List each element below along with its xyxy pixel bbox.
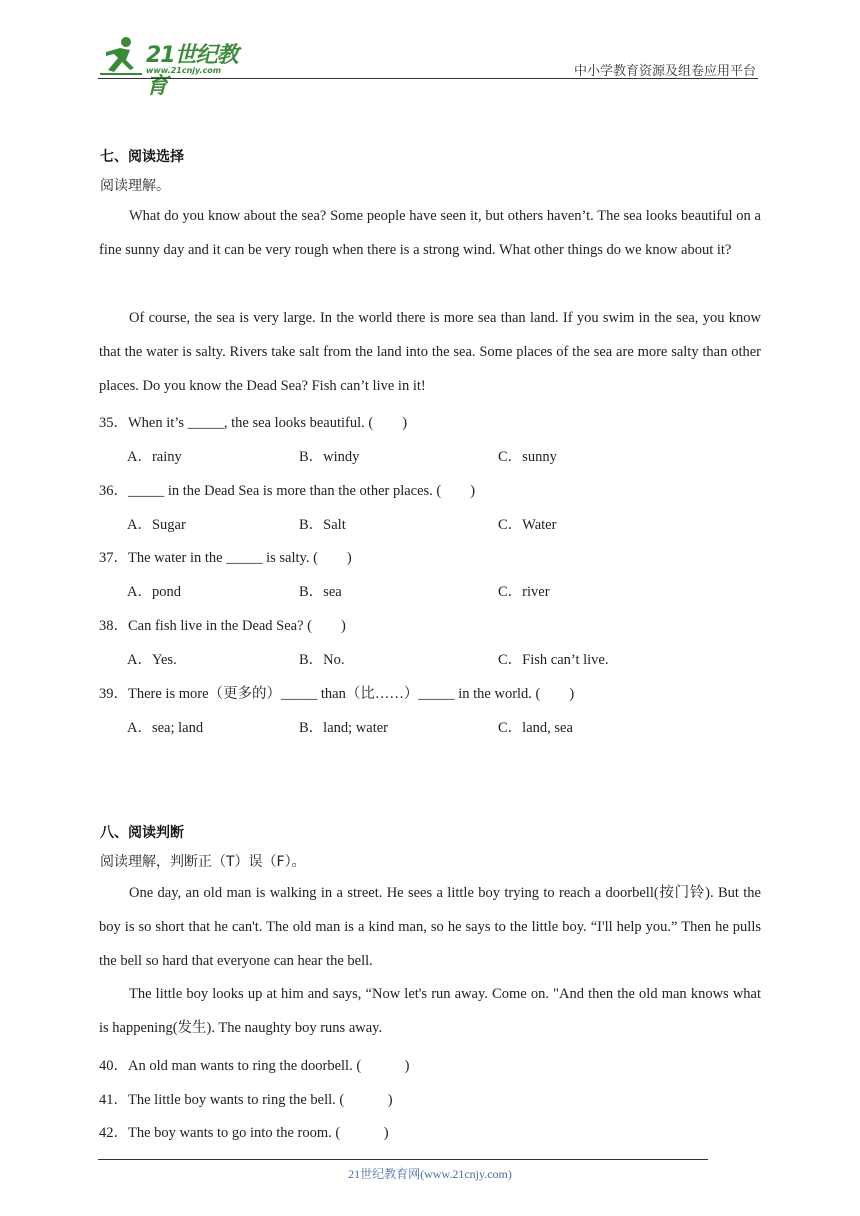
question-35-option-b[interactable]: B．windy: [299, 449, 360, 465]
header-divider: [98, 78, 758, 79]
site-logo: [98, 34, 258, 99]
question-36-option-c[interactable]: C．Water: [498, 517, 557, 533]
passage-2-paragraph-2: The little boy looks up at him and says, “Now let's run away. Come on. "And then the old man knows what is happening(发生). The naughty boy runs away.: [99, 986, 761, 1036]
logo-url: www.21cnjy.com: [146, 66, 222, 75]
question-35: 35．When it’s _____, the sea looks beautiful. ( ): [99, 415, 408, 431]
question-39-option-a[interactable]: A．sea; land: [127, 720, 204, 736]
passage-1-paragraph-2: Of course, the sea is very large. In the world there is more sea than land. If you swim in the sea, you know that the water is salty. Rivers take salt from the land into the sea. Some places of the sea are more salty than other places. Do you know the Dead Sea? Fish can’t live in it!: [99, 310, 761, 394]
question-41: 41．The little boy wants to ring the bell. ( ): [99, 1092, 393, 1108]
question-39-option-c[interactable]: C．land, sea: [498, 720, 573, 736]
question-40: 40．An old man wants to ring the doorbell. ( ): [99, 1058, 410, 1074]
passage-2-paragraph-1: One day, an old man is walking in a street. He sees a little boy trying to reach a doorbell(按门铃). But the boy is so short that he can't. The old man is a kind man, so he says to the little boy. “I'll help you.” Then he pulls the bell so hard that everyone can hear the bell.: [99, 885, 761, 969]
question-39-option-b[interactable]: B．land; water: [299, 720, 388, 736]
question-37-option-c[interactable]: C．river: [498, 584, 550, 600]
question-38-option-a[interactable]: A．Yes.: [127, 652, 177, 668]
question-36-option-a[interactable]: A．Sugar: [127, 517, 186, 533]
question-35-option-a[interactable]: A．rainy: [127, 449, 182, 465]
passage-1-paragraph-1: What do you know about the sea? Some people have seen it, but others haven’t. The sea looks beautiful on a fine sunny day and it can be very rough when there is a strong wind. What other things do we know about it?: [99, 208, 761, 258]
runner-icon: [98, 34, 146, 78]
question-42: 42．The boy wants to go into the room. ( ): [99, 1125, 389, 1141]
section-7-instruction: 阅读理解。: [100, 178, 170, 194]
footer-text[interactable]: 21世纪教育网(www.21cnjy.com): [348, 1167, 512, 1181]
question-35-option-c[interactable]: C．sunny: [498, 449, 557, 465]
question-37: 37．The water in the _____ is salty. ( ): [99, 550, 352, 566]
question-37-option-b[interactable]: B．sea: [299, 584, 342, 600]
question-39: 39．There is more（更多的）_____ than（比……）_____ in the world. ( ): [99, 686, 575, 702]
question-36-option-b[interactable]: B．Salt: [299, 517, 346, 533]
question-37-option-a[interactable]: A．pond: [127, 584, 181, 600]
question-38: 38．Can fish live in the Dead Sea? ( ): [99, 618, 346, 634]
logo-text: 21世纪教育: [146, 43, 238, 99]
section-8-instruction: 阅读理解，判断正（T）误（F）。: [100, 854, 306, 870]
footer-divider: [98, 1159, 708, 1160]
page-header: [98, 30, 758, 99]
question-38-option-b[interactable]: B．No.: [299, 652, 345, 668]
header-platform-text: 中小学教育资源及组卷应用平台: [573, 63, 756, 78]
section-7-title: 七、阅读选择: [100, 149, 184, 165]
question-38-option-c[interactable]: C．Fish can’t live.: [498, 652, 609, 668]
section-8-title: 八、阅读判断: [100, 825, 184, 841]
question-36: 36．_____ in the Dead Sea is more than the other places. ( ): [99, 483, 476, 499]
